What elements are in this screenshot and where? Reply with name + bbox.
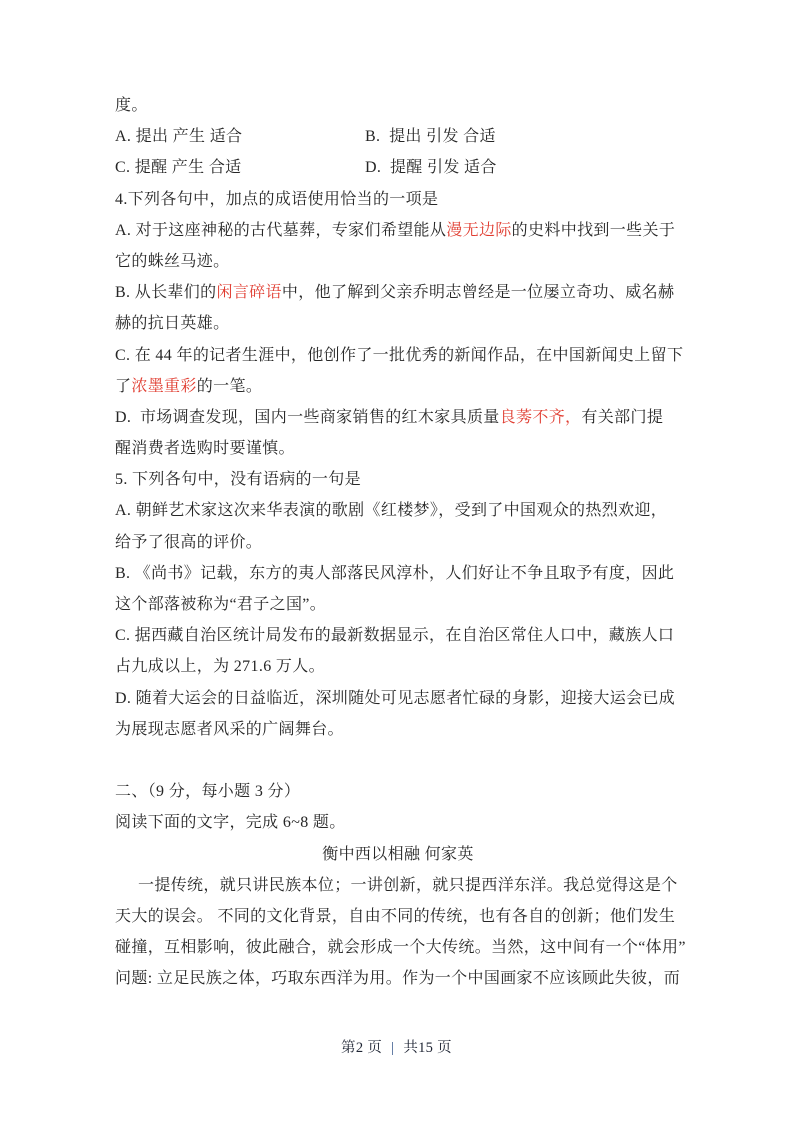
- document-line: [115, 558, 681, 589]
- document-line: [115, 807, 681, 838]
- document-line: [115, 246, 681, 277]
- document-line: [115, 651, 681, 682]
- text-segment: C. 据西藏自治区统计局发布的最新数据显示，在自治区常住人口中，藏族人口: [115, 627, 675, 645]
- text-segment: 赫的抗日英雄。: [115, 315, 230, 333]
- document-line: [115, 433, 681, 464]
- page-footer: [0, 1036, 793, 1057]
- document-line: [115, 683, 681, 714]
- document-line: [115, 589, 681, 620]
- highlighted-idiom: 漫无边际: [446, 221, 512, 239]
- highlighted-idiom: 良莠不齐，: [499, 408, 582, 426]
- document-line: [115, 277, 681, 308]
- document-content: [115, 90, 686, 994]
- document-line: [115, 714, 681, 745]
- document-line: [115, 121, 681, 152]
- document-line: [115, 932, 686, 963]
- document-line: [115, 402, 681, 433]
- text-segment: 衡中西以相融 何家英: [322, 845, 474, 863]
- blank-line: [115, 745, 681, 776]
- text-segment: 的一笔。: [196, 377, 263, 395]
- footer-separator: |: [391, 1040, 395, 1056]
- document-line: [115, 901, 681, 932]
- document-line: [115, 184, 681, 215]
- text-segment: A. 朝鲜艺术家这次来华表演的歌剧《红楼梦》，受到了中国观众的热烈欢迎，: [115, 502, 668, 520]
- text-segment: D. 随着大运会的日益临近，深圳随处可见志愿者忙碌的身影，迎接大运会已成: [115, 689, 676, 707]
- document-line: [115, 90, 681, 121]
- document-line: [115, 464, 681, 495]
- text-segment: D. 提醒 引发 适合: [365, 159, 497, 177]
- text-segment: 了: [115, 377, 132, 395]
- text-segment: 4.下列各句中，加点的成语使用恰当的一项是: [115, 190, 439, 208]
- document-line: [115, 495, 681, 526]
- document-line: [115, 620, 681, 651]
- document-line: [115, 371, 681, 402]
- text-segment: A. 提出 产生 适合: [115, 128, 243, 146]
- highlighted-idiom: 浓墨重彩: [131, 377, 197, 395]
- document-line: [115, 963, 681, 994]
- text-segment: 碰撞，互相影响，彼此融合，就会形成一个大传统。当然，这中间有一个“体用”: [115, 939, 686, 957]
- document-line: [115, 839, 681, 870]
- highlighted-idiom: 闲言碎语: [216, 284, 282, 302]
- text-segment: 中，他了解到父亲乔明志曾经是一位屡立奇功、威名赫: [281, 284, 675, 302]
- text-segment: 的史料中找到一些关于: [511, 221, 676, 239]
- text-segment: 醒消费者选购时要谨慎。: [115, 440, 295, 458]
- document-line: [115, 776, 681, 807]
- text-segment: B. 提出 引发 合适: [365, 128, 496, 146]
- text-segment: 5. 下列各句中，没有语病的一句是: [115, 471, 361, 489]
- document-line: [115, 215, 681, 246]
- text-segment: D. 市场调查发现，国内一些商家销售的红木家具质量: [115, 408, 500, 426]
- document-line: [115, 308, 681, 339]
- text-segment: 这个部落被称为“君子之国”。: [115, 596, 327, 613]
- text-segment: 占九成以上，为 271.6 万人。: [115, 658, 325, 676]
- text-segment: 为展现志愿者风采的广阔舞台。: [115, 720, 344, 738]
- document-line: [115, 340, 684, 371]
- text-segment: 天大的误会。 不同的文化背景，自由不同的传统，也有各自的创新；他们发生: [115, 907, 676, 925]
- text-segment: B. 《尚书》记载，东方的夷人部落民风淳朴，人们好让不争且取予有度，因此: [115, 564, 675, 582]
- text-segment: 给予了很高的评价。: [115, 533, 263, 551]
- text-segment: 阅读下面的文字，完成 6~8 题。: [115, 814, 346, 832]
- document-line: [115, 527, 681, 558]
- total-pages: 共15 页: [403, 1040, 452, 1056]
- text-segment: B. 从长辈们的: [115, 284, 217, 302]
- text-segment: C. 提醒 产生 合适: [115, 159, 242, 177]
- text-segment: C. 在 44 年的记者生涯中，他创作了一批优秀的新闻作品，在中国新闻史上留下: [115, 346, 684, 364]
- text-segment: A. 对于这座神秘的古代墓葬，专家们希望能从: [115, 221, 447, 239]
- text-segment: 二、（9 分，每小题 3 分）: [115, 783, 301, 801]
- document-line: [115, 870, 681, 901]
- text-segment: 有关部门提: [581, 408, 664, 426]
- text-segment: 度。: [115, 97, 148, 114]
- page-number: 第2 页: [341, 1040, 383, 1056]
- text-segment: 它的蛛丝马迹。: [115, 252, 230, 270]
- document-line: [115, 152, 681, 183]
- text-segment: 一提传统，就只讲民族本位；一讲创新，就只提西洋东洋。我总觉得这是个: [138, 876, 678, 894]
- text-segment: 问题: 立足民族之体，巧取东西洋为用。作为一个中国画家不应该顾此失彼，而: [115, 970, 681, 988]
